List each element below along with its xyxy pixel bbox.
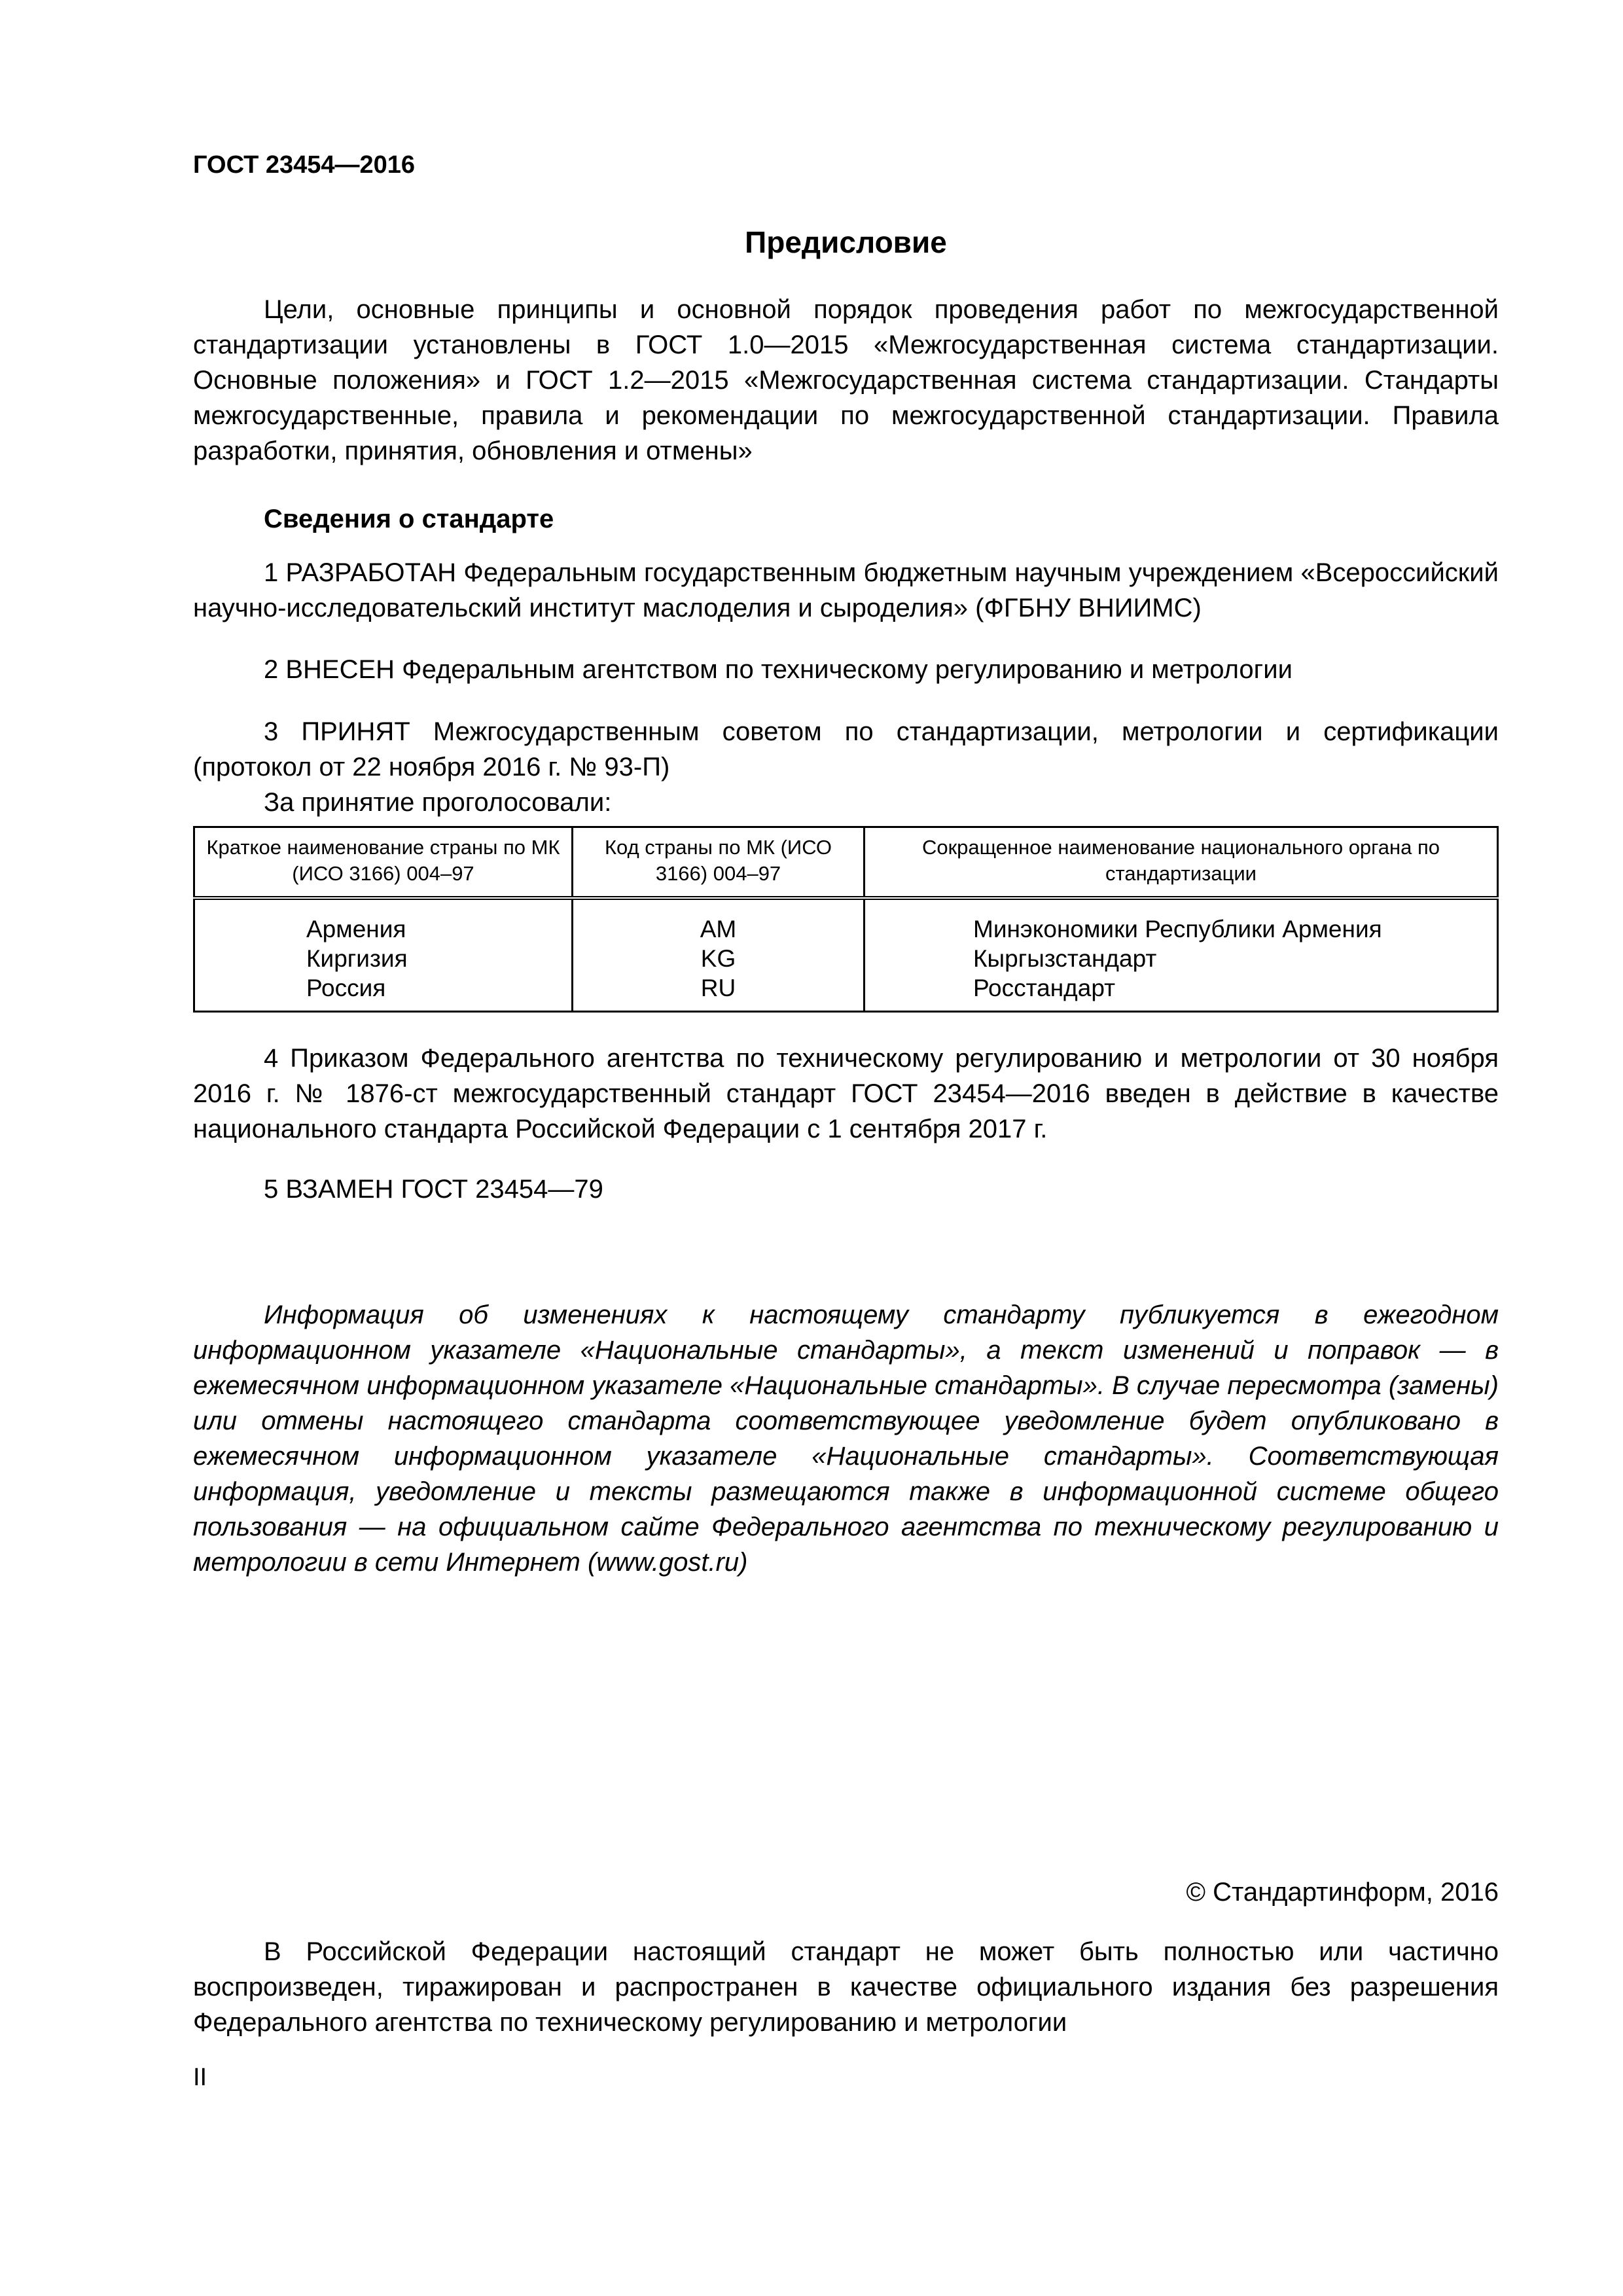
table-header-code: Код страны по МК (ИСО 3166) 004–97 bbox=[573, 827, 865, 899]
table-header-row bbox=[194, 827, 1498, 899]
item-5-paragraph: 5 ВЗАМЕН ГОСТ 23454—79 bbox=[264, 1175, 603, 1204]
table-cell-country: Россия bbox=[194, 973, 573, 1012]
changes-info-paragraph: Информация об изменениях к настоящему стандарту публикуется в ежегодном информационном указателе «Национальные стандарты», а текст изменений и поправок — в ежемесячном информационном указателе «Национальные стандарты». В случае пересмотра (замены) или отмены настоящего стандарта соответствующее уведомление будет опубликовано в ежемесячном информационном указателе «Национальные стандарты». Соответствующая информация, уведомление и тексты размещаются также в информационной системе общего пользования — на официальном сайте Федерального агентства по техническому регулированию и метрологии в сети Интернет (www.gost.ru) bbox=[193, 1300, 1499, 1577]
page-number: II bbox=[193, 2064, 207, 2091]
document-id-header: ГОСТ 23454—2016 bbox=[193, 151, 416, 179]
table-cell-code: KG bbox=[573, 944, 865, 973]
table-cell-country: Армения bbox=[194, 898, 573, 944]
item-1-paragraph: 1 РАЗРАБОТАН Федеральным государственным бюджетным научным учреждением «Всероссийский научно-исследовательский институт маслоделия и сыроделия» (ФГБНУ ВНИИМС) bbox=[193, 558, 1499, 622]
copyright-line: © Стандартинформ, 2016 bbox=[1186, 1878, 1499, 1907]
page-title: Предисловие bbox=[745, 225, 947, 259]
svedenia-heading: Сведения о стандарте bbox=[264, 505, 554, 533]
preface-paragraph: Цели, основные принципы и основной порядок проведения работ по межгосударственной стандартизации установлены в ГОСТ 1.0—2015 «Межгосударственная система стандартизации. Основные положения» и ГОСТ 1.2—2015 «Межгосударственная система стандартизации. Стандарты межгосударственные, правила и рекомендации по межгосударственной стандартизации. Правила разработки, принятия, обновления и отмены» bbox=[193, 295, 1499, 465]
table-header-country: Краткое наименование страны по МК (ИСО 3166) 004–97 bbox=[194, 827, 573, 899]
item-4-paragraph: 4 Приказом Федерального агентства по техническому регулированию и метрологии от 30 ноября 2016 г. № 1876-ст межгосударственный стандарт ГОСТ 23454—2016 введен в действие в качестве национального стандарта Российской Федерации с 1 сентября 2017 г. bbox=[193, 1044, 1499, 1143]
voting-countries-table bbox=[193, 826, 1499, 1013]
table-row bbox=[194, 944, 1498, 973]
table-cell-country: Киргизия bbox=[194, 944, 573, 973]
table-cell-code: AM bbox=[573, 898, 865, 944]
item-2-paragraph: 2 ВНЕСЕН Федеральным агентством по техническому регулированию и метрологии bbox=[264, 655, 1293, 684]
table-header-body: Сокращенное наименование национального органа по стандартизации bbox=[865, 827, 1498, 899]
table-row bbox=[194, 898, 1498, 944]
table-cell-body: Росстандарт bbox=[865, 973, 1498, 1012]
item-3-block bbox=[193, 714, 1499, 820]
item-3-vote-line: За принятие проголосовали: bbox=[264, 788, 612, 817]
table-cell-code: RU bbox=[573, 973, 865, 1012]
rf-rights-paragraph: В Российской Федерации настоящий стандарт не может быть полностью или частично воспроизведен, тиражирован и распространен в качестве официального издания без разрешения Федерального агентства по техническому регулированию и метрологии bbox=[193, 1937, 1499, 2037]
item-3-paragraph: 3 ПРИНЯТ Межгосударственным советом по стандартизации, метрологии и сертификации (протокол от 22 ноября 2016 г. № 93-П) bbox=[193, 717, 1499, 781]
table-row bbox=[194, 973, 1498, 1012]
table-cell-body: Кыргызстандарт bbox=[865, 944, 1498, 973]
table-cell-body: Минэкономики Республики Армения bbox=[865, 898, 1498, 944]
